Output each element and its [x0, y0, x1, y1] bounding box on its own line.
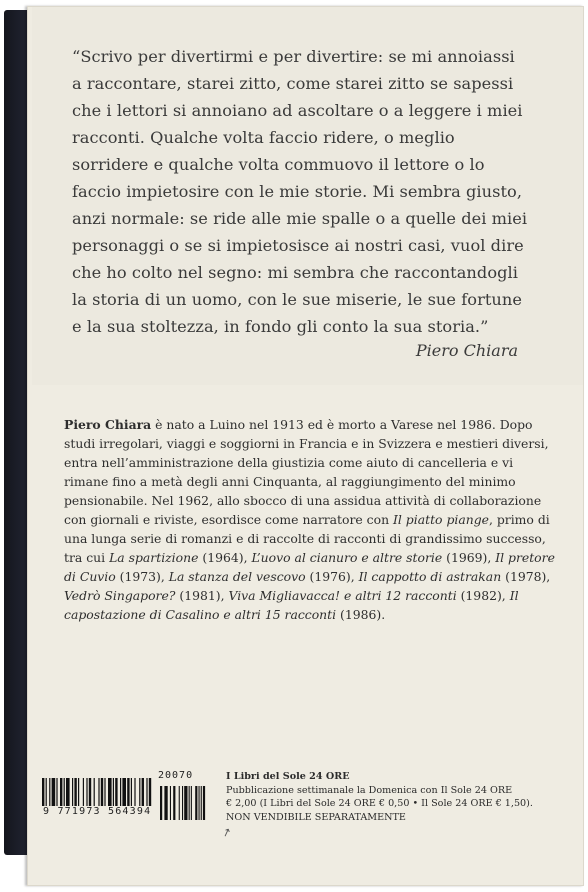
quote-author: Piero Chiara	[415, 341, 518, 360]
quote-line: “Scrivo per divertirmi e per divertire: se mi annoiassi	[72, 47, 515, 66]
bio-text: (1981),	[175, 588, 229, 603]
barcode-addon-number: 20070	[158, 770, 194, 781]
quote-line: e la sua stoltezza, in fondo gli conto la sua storia.”	[72, 317, 489, 336]
quote-line: personaggi o se si impietosisce ai nostri casi, vuol dire	[72, 236, 524, 255]
publisher-info	[226, 770, 546, 824]
bio-text: (1964),	[198, 550, 252, 565]
bio-text: (1978),	[501, 569, 551, 584]
quote-line: anzi normale: se ride alle mie spalle o a quelle dei miei	[72, 209, 528, 228]
bio-text: , primo di una lunga serie di romanzi e di raccolte di racconti di grandissimo successo, tra cui	[64, 512, 550, 565]
bio-text: (1973),	[115, 569, 169, 584]
bio-title: Il cappotto di astrakan	[358, 569, 502, 584]
bio-title: Vedrò Singapore?	[64, 588, 176, 603]
barcode-number: 9 771973 564394	[43, 806, 152, 817]
bio-title: La stanza del vescovo	[168, 569, 306, 584]
quote-panel	[32, 7, 583, 385]
publisher-line: Pubblicazione settimanale la Domenica con Il Sole 24 ORE	[226, 784, 513, 796]
quote-line: la storia di un uomo, con le sue miserie, le sue fortune	[72, 290, 522, 309]
bio-title: Viva Migliavacca! e altri 12 racconti	[228, 588, 457, 603]
quote-text	[72, 43, 552, 340]
publisher-price: € 2,00 (I Libri del Sole 24 ORE € 0,50 • Il Sole 24 ORE € 1,50).	[226, 798, 533, 810]
author-bio	[64, 415, 556, 624]
quote-line: a raccontare, starei zitto, come starei zitto se sapessi	[72, 74, 514, 93]
bio-text: (1969),	[442, 550, 496, 565]
bio-author-name: Piero Chiara	[64, 417, 152, 432]
bio-text: è nato a Luino nel 1913 ed è morto a Varese nel 1986. Dopo studi irregolari, viaggi e soggiorni in Francia e in Svizzera e mestieri diversi, entra nell’amministrazione della giustizia come aiuto di cancelleria e vi rimane fino a metà degli anni Cinquanta, al raggiungimento del minimo pensionabile. Nel 1962, allo sbocco di una assidua attività di collaborazione con giornali e riviste, esordisce come narratore con	[64, 417, 549, 527]
quote-line: faccio impietosire con le mie storie. Mi sembra giusto,	[72, 182, 523, 201]
bio-title: L’uovo al cianuro e altre storie	[251, 550, 443, 565]
publisher-name: I Libri del Sole 24 ORE	[226, 771, 350, 782]
bio-text: (1986).	[336, 607, 386, 622]
bio-title: Il pretore di Cuvio	[64, 550, 555, 584]
bio-title: La spartizione	[109, 550, 199, 565]
bio-text: (1982),	[456, 588, 510, 603]
bio-text: (1976),	[305, 569, 359, 584]
pencil-mark: ↗	[220, 824, 234, 841]
bio-title: Il piatto piange	[393, 512, 489, 527]
quote-line: che i lettori si annoiano ad ascoltare o a leggere i miei	[72, 101, 523, 120]
publisher-notice: NON VENDIBILE SEPARATAMENTE	[226, 811, 406, 823]
bio-title: Il capostazione di Casalino e altri 15 racconti	[64, 588, 519, 622]
back-cover	[27, 6, 584, 886]
quote-line: sorridere e qualche volta commuovo il lettore o lo	[72, 155, 485, 174]
quote-line: che ho colto nel segno: mi sembra che raccontandogli	[72, 263, 518, 282]
quote-line: racconti. Qualche volta faccio ridere, o meglio	[72, 128, 455, 147]
